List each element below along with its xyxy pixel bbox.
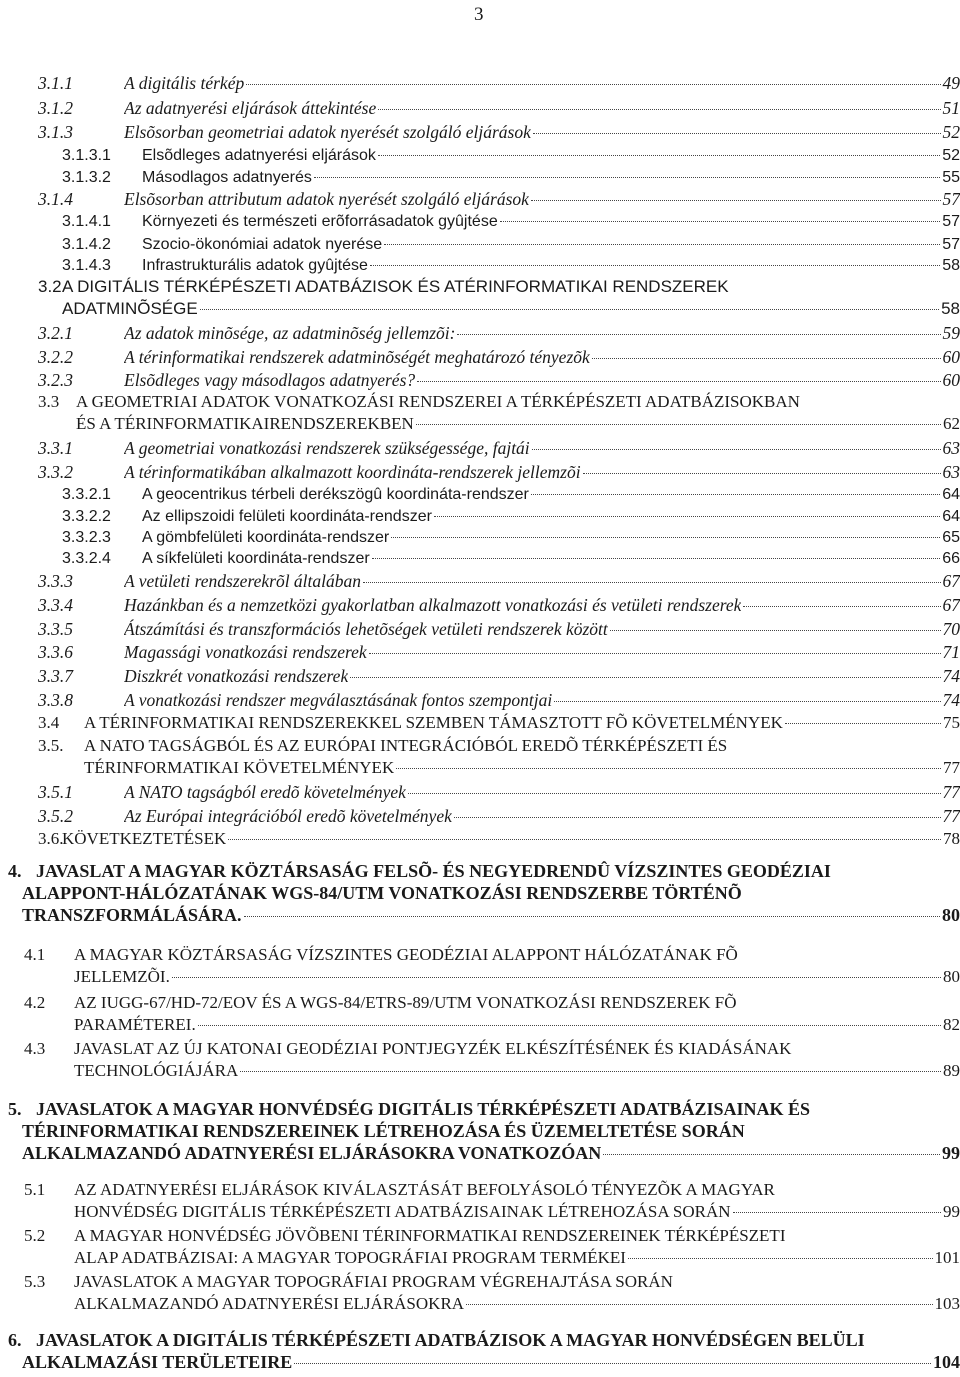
dot-leader xyxy=(378,154,940,156)
dot-leader xyxy=(350,676,940,678)
dot-leader xyxy=(466,1303,932,1305)
toc-entry[interactable]: 3.2 A DIGITÁLIS TÉRKÉPÉSZETI ADATBÁZISOK ÉS ATÉRINFORMATIKAI RENDSZEREK ADATMINÕSÉGE 58 xyxy=(38,277,960,318)
toc-entry[interactable]: 6. JAVASLATOK A DIGITÁLIS TÉRKÉPÉSZETI ADATBÁZISOK A MAGYAR HONVÉDSÉGEN BELÜLI ALKALMAZÁSI TERÜLETEIRE 104 xyxy=(8,1330,960,1372)
toc-entry[interactable]: 3.3.7 Diszkrét vonatkozási rendszerek 74 xyxy=(38,666,960,686)
dot-leader xyxy=(396,767,941,769)
toc-entry[interactable]: 3.3.2.3 A gömbfelületi koordináta-rendszer 65 xyxy=(62,529,960,546)
toc-entry[interactable]: 5. JAVASLATOK A MAGYAR HONVÉDSÉG DIGITÁLIS TÉRKÉPÉSZETI ADATBÁZISAINAK ÉS TÉRINFORMATIKAI RENDSZEREINEK LÉTREHOZÁSA ÉS ÜZEMELTETÉSE SORÁN ALKALMAZANDÓ ADATNYERÉSI ELJÁRÁSOKRA VONATKOZÓAN 99 xyxy=(8,1099,960,1163)
toc-entry[interactable]: 4.1 A MAGYAR KÖZTÁRSASÁG VÍZSZINTES GEODÉZIAI ALAPPONT HÁLÓZATÁNAK FÕ JELLEMZÕI. 80 xyxy=(24,945,960,986)
dot-leader xyxy=(200,308,939,310)
dot-leader xyxy=(372,557,941,559)
toc-entry[interactable]: 4.3 JAVASLAT AZ ÚJ KATONAI GEODÉZIAI PONTJEGYZÉK ELKÉSZÍTÉSÉNEK ÉS KIADÁSÁNAK TECHNOLÓGIÁJÁRA 89 xyxy=(24,1039,960,1080)
toc-entry[interactable]: 3.2.2 A térinformatikai rendszerek adatminõségét meghatározó tényezõk 60 xyxy=(38,347,960,367)
toc-entry[interactable]: 3.3.1 A geometriai vonatkozási rendszerek szükségessége, fajtái 63 xyxy=(38,438,960,458)
dot-leader xyxy=(198,1024,941,1026)
dot-leader xyxy=(533,132,941,134)
toc-entry[interactable]: 3.5.2 Az Európai integrációból eredõ követelmények 77 xyxy=(38,806,960,826)
dot-leader xyxy=(369,652,941,654)
page-number: 3 xyxy=(474,4,484,25)
toc-entry[interactable]: 3.1.1 A digitális térkép 49 xyxy=(38,73,960,93)
dot-leader xyxy=(610,629,941,631)
dot-leader xyxy=(434,515,940,517)
dot-leader xyxy=(417,380,940,382)
dot-leader xyxy=(583,472,941,474)
toc-entry[interactable]: 3.3.8 A vonatkozási rendszer megválasztásának fontos szempontjai 74 xyxy=(38,690,960,710)
toc-entry[interactable]: 3.3.2.4 A síkfelületi koordináta-rendszer 66 xyxy=(62,550,960,567)
dot-leader xyxy=(743,605,940,607)
toc-entry[interactable]: 5.3 JAVASLATOK A MAGYAR TOPOGRÁFIAI PROGRAM VÉGREHAJTÁSA SORÁN ALKALMAZANDÓ ADATNYERÉSI ELJÁRÁSOKRA 103 xyxy=(24,1272,960,1313)
dot-leader xyxy=(370,264,940,266)
toc-entry[interactable]: 3.1.2 Az adatnyerési eljárások áttekintése 51 xyxy=(38,98,960,118)
toc-entry[interactable]: 3.2.3 Elsõdleges vagy másodlagos adatnyerés? 60 xyxy=(38,370,960,390)
dot-leader xyxy=(531,199,941,201)
toc-entry[interactable]: 3.3.2 A térinformatikában alkalmazott koordináta-rendszerek jellemzõi 63 xyxy=(38,462,960,482)
dot-leader xyxy=(172,976,941,978)
toc-entry[interactable]: 3.6. KÖVETKEZTETÉSEK 78 xyxy=(38,829,960,848)
dot-leader xyxy=(246,83,940,85)
dot-leader xyxy=(603,1153,940,1155)
toc-entry[interactable]: 3.2.1 Az adatok minõsége, az adatminõség jellemzõi: 59 xyxy=(38,323,960,343)
toc-entry[interactable]: 3.4 A TÉRINFORMATIKAI RENDSZEREKKEL SZEMBEN TÁMASZTOTT FÕ KÖVETELMÉNYEK 75 xyxy=(38,713,960,732)
dot-leader xyxy=(314,176,940,178)
toc-entry[interactable]: 4.2 AZ IUGG-67/HD-72/EOV ÉS A WGS-84/ETRS-89/UTM VONATKOZÁSI RENDSZEREK FÕ PARAMÉTEREI. 82 xyxy=(24,993,960,1034)
dot-leader xyxy=(378,108,940,110)
toc-entry[interactable]: 3.3 A GEOMETRIAI ADATOK VONATKOZÁSI RENDSZEREI A TÉRKÉPÉSZETI ADATBÁZISOKBAN ÉS A TÉRINFORMATIKAIRENDSZEREKBEN 62 xyxy=(38,392,960,433)
toc-entry[interactable]: 5.1 AZ ADATNYERÉSI ELJÁRÁSOK KIVÁLASZTÁSÁT BEFOLYÁSOLÓ TÉNYEZÕK A MAGYAR HONVÉDSÉG DIGITÁLIS TÉRKÉPÉSZETI ADATBÁZISAINAK LÉTREHOZÁSA SORÁN 99 xyxy=(24,1180,960,1221)
dot-leader xyxy=(733,1211,941,1213)
toc-entry[interactable]: 3.3.2.2 Az ellipszoidi felületi koordináta-rendszer 64 xyxy=(62,508,960,525)
toc-entry[interactable]: 5.2 A MAGYAR HONVÉDSÉG JÖVÕBENI TÉRINFORMATIKAI RENDSZEREINEK TÉRKÉPÉSZETI ALAP ADATBÁZISAI: A MAGYAR TOPOGRÁFIAI PROGRAM TERMÉKEI 101 xyxy=(24,1226,960,1267)
dot-leader xyxy=(384,243,940,245)
dot-leader xyxy=(294,1362,931,1364)
dot-leader xyxy=(240,1070,941,1072)
dot-leader xyxy=(500,220,940,222)
toc-entry[interactable]: 3.3.3 A vetületi rendszerekrõl általában 67 xyxy=(38,571,960,591)
dot-leader xyxy=(628,1257,933,1259)
dot-leader xyxy=(532,448,941,450)
toc-entry[interactable]: 3.3.5 Átszámítási és transzformációs lehetõségek vetületi rendszerek között 70 xyxy=(38,619,960,639)
toc-entry[interactable]: 3.5.1 A NATO tagságból eredõ követelmények 77 xyxy=(38,782,960,802)
dot-leader xyxy=(454,816,941,818)
toc-entry[interactable]: 3.3.6 Magassági vonatkozási rendszerek 71 xyxy=(38,642,960,662)
dot-leader xyxy=(592,357,941,359)
dot-leader xyxy=(228,838,941,840)
dot-leader xyxy=(416,423,941,425)
dot-leader xyxy=(408,792,941,794)
toc-entry[interactable]: 3.1.3 Elsõsorban geometriai adatok nyerését szolgáló eljárások 52 xyxy=(38,122,960,142)
dot-leader xyxy=(457,333,940,335)
dot-leader xyxy=(391,536,940,538)
toc-entry[interactable]: 3.5. A NATO TAGSÁGBÓL ÉS AZ EURÓPAI INTEGRÁCIÓBÓL EREDÕ TÉRKÉPÉSZETI ÉS TÉRINFORMATIKAI KÖVETELMÉNYEK 77 xyxy=(38,736,960,777)
toc-entry[interactable]: 3.1.4.3 Infrastrukturális adatok gyûjtése 58 xyxy=(62,257,960,274)
toc-entry[interactable]: 3.1.3.1 Elsõdleges adatnyerési eljárások 52 xyxy=(62,147,960,164)
toc-entry[interactable]: 3.1.3.2 Másodlagos adatnyerés 55 xyxy=(62,169,960,186)
dot-leader xyxy=(244,915,940,917)
toc-entry[interactable]: 3.3.4 Hazánkban és a nemzetközi gyakorlatban alkalmazott vonatkozási és vetületi rendszerek 67 xyxy=(38,595,960,615)
toc-entry[interactable]: 3.1.4.1 Környezeti és természeti erõforrásadatok gyûjtése 57 xyxy=(62,213,960,230)
dot-leader xyxy=(554,700,940,702)
dot-leader xyxy=(363,581,940,583)
toc-entry[interactable]: 3.1.4.2 Szocio-ökonómiai adatok nyerése 57 xyxy=(62,236,960,253)
dot-leader xyxy=(785,722,941,724)
toc-entry[interactable]: 4. JAVASLAT A MAGYAR KÖZTÁRSASÁG FELSÕ- ÉS NEGYEDRENDÛ VÍZSZINTES GEODÉZIAI ALAPPONT-HÁLÓZATÁNAK WGS-84/UTM VONATKOZÁSI RENDSZERBE TÖRTÉNÕ TRANSZFORMÁLÁSÁRA. 80 xyxy=(8,861,960,925)
dot-leader xyxy=(531,493,940,495)
toc-entry[interactable]: 3.3.2.1 A geocentrikus térbeli derékszögû koordináta-rendszer 64 xyxy=(62,486,960,503)
toc-entry[interactable]: 3.1.4 Elsõsorban attributum adatok nyerését szolgáló eljárások 57 xyxy=(38,189,960,209)
